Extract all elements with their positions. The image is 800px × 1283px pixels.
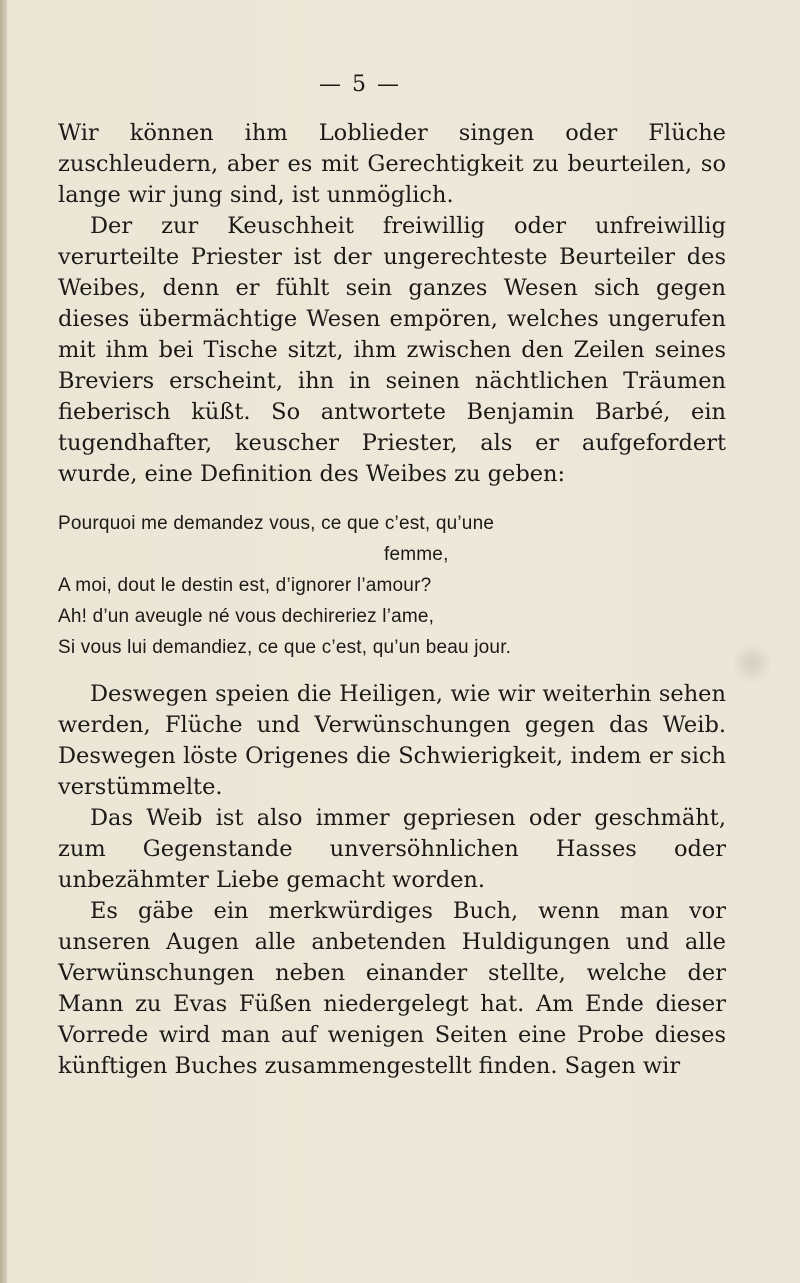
poem-line-4: Si vous lui demandiez, ce que c’est, qu’un beau jour. [58, 637, 512, 658]
paragraph-5: Es gäbe ein merkwürdiges Buch, wenn man vor unseren Augen alle anbetenden Huldigungen und alle Verwünschungen neben einander stellte, welche der Mann zu Evas Füßen niedergelegt hat. Am Ende dieser Vorrede wird man auf wenigen Seiten eine Probe dieses künftigen Buches zusammengestellt finden. Sagen wir [58, 898, 726, 1079]
paragraph-1: Wir können ihm Loblieder singen oder Flüche zuschleudern, aber es mit Gerechtigkeit zu beurteilen, so lange wir jung sind, ist unmöglich. [58, 120, 726, 208]
paper-smudge [734, 640, 770, 686]
page-spine-shadow [0, 0, 7, 1283]
paragraph-4: Das Weib ist also immer gepriesen oder geschmäht, zum Gegenstande unversöhnlichen Hasses oder unbezähmter Liebe gemacht worden. [58, 805, 726, 893]
french-poem [58, 508, 726, 663]
page-number: — 5 — [319, 72, 401, 97]
poem-line-2: A moi, dout le destin est, d’ignorer l’amour? [58, 575, 432, 596]
poem-line-3: Ah! d’un aveugle né vous dechireriez l’ame, [58, 606, 435, 627]
poem-line-1: Pourquoi me demandez vous, ce que c’est, qu’une [58, 513, 495, 534]
poem-line-1-continuation: femme, [384, 544, 449, 565]
paragraph-3: Deswegen speien die Heiligen, wie wir weiterhin sehen werden, Flüche und Verwünschungen gegen das Weib. Deswegen löste Origenes die Schwierigkeit, indem er sich verstümmelte. [58, 681, 726, 800]
body-text [58, 118, 726, 1082]
paragraph-2: Der zur Keuschheit freiwillig oder unfreiwillig verurteilte Priester ist der ungerechteste Beurteiler des Weibes, denn er fühlt sein ganzes Wesen sich gegen dieses übermächtige Wesen empören, welches ungerufen mit ihm bei Tische sitzt, ihm zwischen den Zeilen seines Breviers erscheint, ihn in seinen nächtlichen Träumen fieberisch küßt. So antwortete Benjamin Barbé, ein tugendhafter, keuscher Priester, als er aufgefordert wurde, eine Definition des Weibes zu geben: [58, 213, 726, 487]
